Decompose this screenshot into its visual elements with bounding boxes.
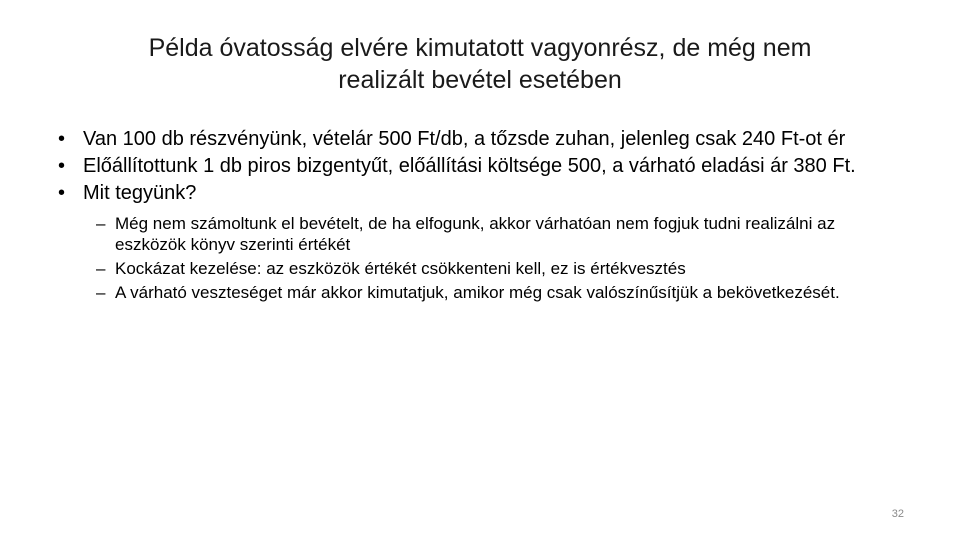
- dash-icon: –: [96, 214, 106, 233]
- bullet-text: Előállítottunk 1 db piros bizgentyűt, előállítási költsége 500, a várható eladási ár 380 Ft.: [83, 155, 856, 177]
- bullet-item: [58, 128, 898, 151]
- slide-content: [58, 128, 898, 306]
- bullet-icon: •: [58, 155, 66, 177]
- dash-icon: –: [96, 283, 106, 302]
- sub-bullet-text: A várható veszteséget már akkor kimutatjuk, amikor még csak valószínűsítjük a bekövetkezését.: [115, 283, 840, 302]
- dash-icon: –: [96, 259, 106, 278]
- sub-bullet-list: [96, 213, 898, 303]
- sub-bullet-text: Kockázat kezelése: az eszközök értékét csökkenteni kell, ez is értékvesztés: [115, 259, 686, 278]
- page-number: 32: [891, 508, 904, 520]
- bullet-text: Van 100 db részvényünk, vételár 500 Ft/db, a tőzsde zuhan, jelenleg csak 240 Ft-ot ér: [83, 128, 846, 150]
- bullet-item: [58, 182, 898, 205]
- title-line-2: realizált bevétel esetében: [338, 66, 622, 94]
- sub-bullet-text: Még nem számoltunk el bevételt, de ha elfogunk, akkor várhatóan nem fogjuk tudni realizálni az eszközök könyv szerinti értékét: [115, 214, 836, 254]
- slide-title: [60, 32, 900, 96]
- title-line-1: Példa óvatosság elvére kimutatott vagyonrész, de még nem: [148, 34, 812, 62]
- bullet-text: Mit tegyünk?: [83, 182, 197, 204]
- bullet-icon: •: [58, 182, 66, 204]
- bullet-item: [58, 155, 898, 178]
- bullet-icon: •: [58, 128, 66, 150]
- sub-bullet-item: [96, 213, 898, 255]
- sub-bullet-item: [96, 258, 898, 279]
- sub-bullet-item: [96, 282, 898, 303]
